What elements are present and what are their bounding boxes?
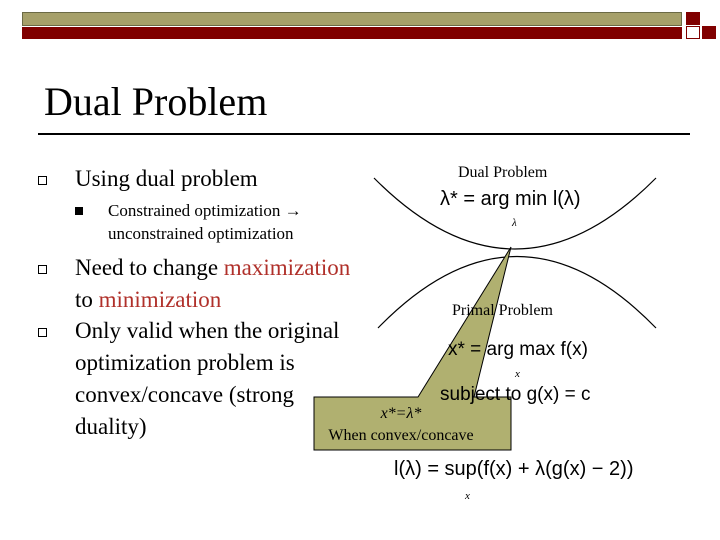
- bullet-text: Only valid when the original optimization problem is convex/concave (strong duality): [75, 318, 340, 439]
- sub-bullet-text: Constrained optimization → unconstrained optimization: [108, 201, 302, 243]
- emphasis-maximization: maximization: [223, 255, 351, 280]
- bullet-text-part: Need to change: [75, 255, 224, 280]
- constraint-text: subject to g(x) = c: [440, 384, 591, 405]
- primal-formula: x* = arg max f(x): [448, 339, 588, 360]
- slide-title: Dual Problem: [44, 79, 268, 124]
- lagrangian-formula: l(λ) = sup(f(x) + λ(g(x) − 2)): [394, 458, 634, 480]
- dual-formula-subscript: λ: [512, 217, 517, 229]
- callout-equality: x*=λ*: [380, 405, 422, 422]
- primal-problem-label: Primal Problem: [452, 302, 553, 319]
- lagrangian-subscript: x: [465, 490, 470, 502]
- bullet-text: Using dual problem: [75, 166, 258, 191]
- dual-formula: λ* = arg min l(λ): [440, 188, 581, 210]
- callout-condition: When convex/concave: [328, 427, 474, 444]
- emphasis-minimization: minimization: [98, 287, 222, 312]
- primal-formula-subscript: x: [515, 368, 520, 380]
- dual-problem-label: Dual Problem: [458, 164, 548, 181]
- bullet-text-part: to: [75, 287, 99, 312]
